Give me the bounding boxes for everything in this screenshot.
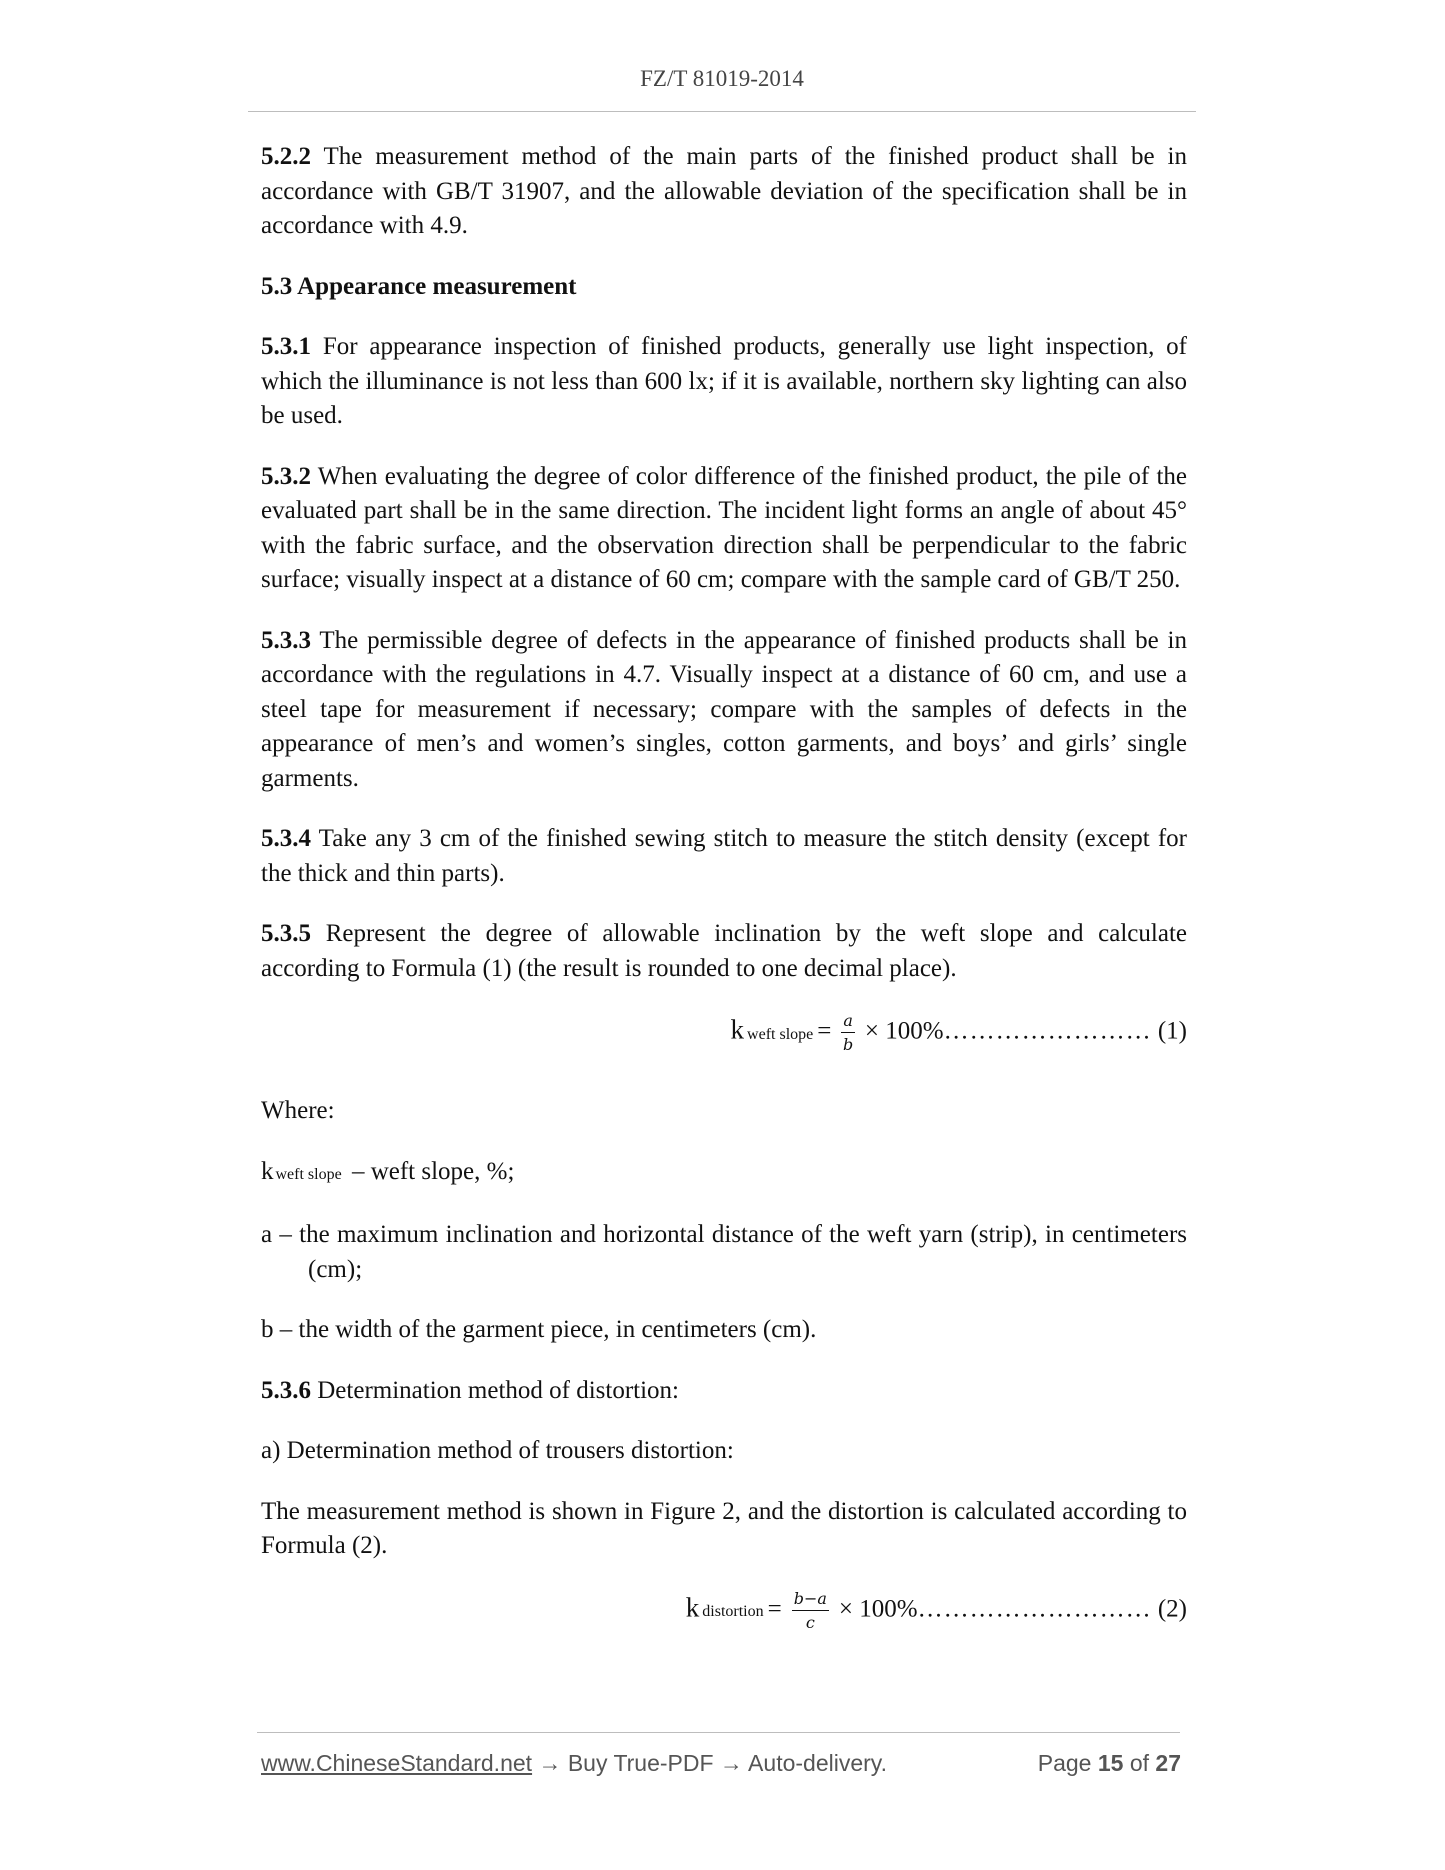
- header-divider: [248, 111, 1196, 112]
- clause-number: 5.3.6: [261, 1376, 311, 1404]
- formula-multiplier: × 100%: [838, 1595, 918, 1623]
- footer-divider: [257, 1732, 1180, 1733]
- fraction-numerator: b−a: [792, 1590, 829, 1611]
- page-number: 15: [1097, 1750, 1124, 1776]
- formula-symbol: k: [730, 1014, 745, 1045]
- clause-5-3-3: [261, 624, 1187, 797]
- clause-text: Represent the degree of allowable inclination by the weft slope and calculate according to Formula (1) (the result is rounded to one decimal place).: [261, 920, 1187, 982]
- clause-5-3-1: [261, 330, 1187, 434]
- formula-equals: =: [817, 1017, 832, 1045]
- page-header-doc-id: FZ/T 81019-2014: [640, 66, 804, 91]
- k-text: – weft slope, %;: [345, 1157, 515, 1185]
- clause-text: For appearance inspection of finished products, generally use light inspection, of which the illuminance is not less than 600 lx; if it is available, northern sky lighting can also be used.: [261, 333, 1187, 429]
- figure-2-reference: The measurement method is shown in Figure 2, and the distortion is calculated according to Formula (2).: [261, 1497, 1187, 1559]
- where-a-definition: a – the maximum inclination and horizontal distance of the weft yarn (strip), in centimeters (cm);: [261, 1221, 1187, 1283]
- formula-leader-dots: ………………………: [917, 1595, 1152, 1623]
- clause-text: Take any 3 cm of the finished sewing stitch to measure the stitch density (except for the thick and thin parts).: [261, 825, 1187, 887]
- page-footer: [261, 1750, 1181, 1777]
- clause-number: 5.2.2: [261, 143, 311, 170]
- clause-number: 5.3.1: [261, 333, 311, 360]
- k-subscript: weft slope: [275, 1165, 342, 1183]
- k-symbol: k: [261, 1157, 274, 1185]
- formula-fraction: [841, 1012, 855, 1054]
- clause-text: The permissible degree of defects in the appearance of finished products shall be in accordance with the regulations in 4.7. Visually inspect at a distance of 60 cm, and use a steel tape for measurement if necessary; compare with the samples of defects in the appearance of men’s and women’s singles, cotton garments, and boys’ and girls’ single garments.: [261, 626, 1187, 792]
- section-title-5-3: 5.3 Appearance measurement: [261, 272, 577, 300]
- formula-subscript: weft slope: [747, 1025, 814, 1043]
- clause-number: 5.3.3: [261, 626, 311, 654]
- formula-subscript: distortion: [702, 1603, 764, 1621]
- page-label: Page: [1037, 1750, 1098, 1776]
- formula-number: (1): [1157, 1017, 1187, 1045]
- formula-number: (2): [1157, 1595, 1187, 1623]
- page-total: 27: [1155, 1750, 1181, 1776]
- formula-equals: =: [767, 1595, 782, 1623]
- formula-symbol: k: [685, 1592, 700, 1623]
- chinesestandard-link[interactable]: www.ChineseStandard.net: [261, 1750, 533, 1776]
- clause-text: When evaluating the degree of color difference of the finished product, the pile of the evaluated part shall be in the same direction. The incident light forms an angle of about 45° with the fabric surface, and the observation direction shall be perpendicular to the fabric surface; visually inspect at a distance of 60 cm; compare with the sample card of GB/T 250.: [261, 462, 1187, 593]
- clause-number: 5.3.5: [261, 920, 311, 947]
- formula-2: [261, 1590, 1187, 1632]
- clause-5-3-5: [261, 917, 1187, 986]
- clause-5-2-2: [261, 140, 1187, 244]
- page-indicator: [1038, 1750, 1181, 1777]
- where-k-definition: [261, 1155, 1187, 1193]
- clause-number: 5.3.4: [261, 825, 311, 852]
- fraction-denominator: c: [805, 1612, 815, 1632]
- clause-5-3-6: [261, 1374, 1187, 1409]
- item-a-trousers-distortion: a) Determination method of trousers distortion:: [261, 1437, 734, 1464]
- document-body: [261, 140, 1187, 1672]
- formula-1: [261, 1012, 1187, 1054]
- clause-text: Determination method of distortion:: [311, 1376, 679, 1404]
- where-b-definition: b – the width of the garment piece, in centimeters (cm).: [261, 1316, 817, 1343]
- formula-fraction: [792, 1590, 829, 1632]
- clause-5-3-4: [261, 822, 1187, 891]
- footer-promo-text: → Buy True-PDF → Auto-delivery.: [532, 1750, 887, 1776]
- of-label: of: [1123, 1750, 1156, 1776]
- where-label: Where:: [261, 1097, 335, 1124]
- fraction-denominator: b: [843, 1035, 854, 1054]
- clause-number: 5.3.2: [261, 462, 311, 490]
- clause-text: The measurement method of the main parts of the finished product shall be in accordance with GB/T 31907, and the allowable deviation of the specification shall be in accordance with 4.9.: [261, 143, 1187, 239]
- clause-5-3-2: [261, 460, 1187, 598]
- formula-multiplier: × 100%: [864, 1017, 944, 1045]
- formula-leader-dots: ……………………: [943, 1017, 1152, 1045]
- fraction-numerator: a: [841, 1012, 855, 1033]
